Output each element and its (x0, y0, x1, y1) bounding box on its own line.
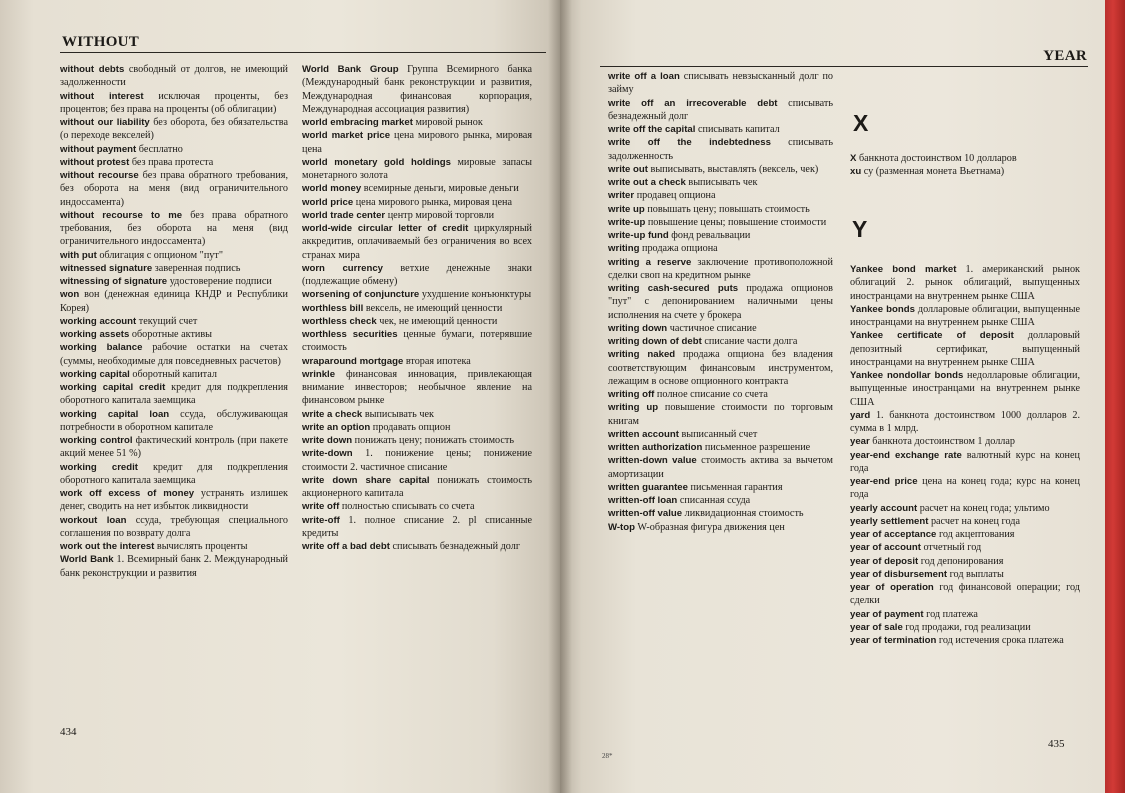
entry-term: write down (302, 435, 353, 446)
entry-definition: повышение цены; повышение стоимости (645, 216, 827, 228)
entry-term: world money (302, 183, 362, 195)
dictionary-entry (60, 63, 288, 90)
dictionary-entry (302, 434, 532, 447)
dictionary-entry (850, 475, 1080, 502)
dictionary-entry (302, 540, 532, 553)
dictionary-entry (60, 381, 288, 408)
dictionary-entry (60, 275, 288, 288)
entry-definition: выписывать, выставлять (вексель, чек) (647, 163, 819, 175)
entry-term: write an option (302, 421, 371, 433)
dictionary-entry (850, 449, 1080, 476)
entry-term: writer (608, 190, 635, 202)
entry-term: year of acceptance (850, 529, 937, 540)
dictionary-entry (608, 521, 833, 534)
entry-term: X (850, 153, 857, 164)
entry-term: World Bank (60, 554, 114, 566)
entry-term: xu (850, 166, 862, 178)
dictionary-entry (850, 502, 1080, 515)
dictionary-entry (302, 63, 532, 116)
entry-definition: су (разменная монета Вьетнама) (861, 166, 1005, 178)
section-letter-x: X (853, 110, 869, 136)
entry-term: W-top (608, 521, 635, 533)
entry-term: writing down (608, 322, 668, 334)
dictionary-entry (302, 514, 532, 541)
entry-definition: свободный от долгов, не имеющий задолженности (60, 64, 288, 89)
entry-term: year-end price (850, 476, 918, 487)
entry-definition: списывать безнадежный долг (389, 541, 521, 552)
dictionary-entry (608, 229, 833, 242)
entry-term: work off excess of money (60, 488, 195, 499)
page-number-left: 434 (60, 726, 77, 738)
entry-definition: цена мирового рынка, мировая цена (302, 130, 532, 155)
dictionary-entry (60, 90, 288, 117)
entry-definition: письменная гарантия (687, 481, 783, 493)
right-column-2-x-entries (850, 152, 1080, 179)
entry-term: writing a reserve (608, 256, 692, 268)
entry-definition: расчет на конец года; ультимо (917, 502, 1050, 514)
entry-term: without our liability (60, 117, 150, 128)
dictionary-entry (60, 540, 288, 553)
dictionary-entry (60, 514, 288, 541)
dictionary-entry (302, 182, 532, 195)
left-column-2 (302, 63, 532, 553)
entry-definition: год выплаты (947, 568, 1004, 580)
entry-term: with put (60, 249, 97, 261)
dictionary-entry (302, 288, 532, 301)
entry-term: yard (850, 409, 871, 421)
dictionary-entry (60, 408, 288, 435)
entry-definition: выписанный счет (678, 428, 758, 440)
entry-definition: удостоверение подписи (167, 276, 272, 287)
entry-definition: ценные бумаги, потерявшие стоимость (302, 329, 532, 354)
dictionary-entry (302, 129, 532, 156)
entry-term: write off a bad debt (302, 541, 390, 552)
entry-definition: отчетный год (920, 542, 982, 554)
entry-term: writing naked (608, 349, 676, 361)
page-number-right: 435 (1048, 738, 1065, 750)
dictionary-entry (302, 368, 532, 408)
dictionary-entry (850, 528, 1080, 541)
entry-term: world embracing market (302, 117, 413, 128)
entry-term: year of deposit (850, 555, 919, 567)
entry-term: world-wide circular letter of credit (302, 223, 469, 234)
entry-definition: без права обратного требования, без оборота на меня (вид ограничительного индоссамента) (60, 209, 288, 248)
dictionary-entry (850, 152, 1080, 165)
dictionary-entry (850, 621, 1080, 634)
entry-definition: долларовые облигации, выпущенные иностранцами на внутреннем рынке США (850, 303, 1081, 328)
entry-term: Yankee nondollar bonds (850, 370, 964, 381)
dictionary-entry (60, 116, 288, 143)
dictionary-entry (850, 435, 1080, 448)
entry-definition: 1. американский рынок облигаций 2. рынок облигаций, выпущенных иностранцами на внутреннем рынке США (850, 264, 1080, 302)
entry-definition: выписывать чек (685, 177, 758, 188)
entry-definition: вычислять проценты (154, 541, 248, 552)
entry-term: write-off (302, 514, 340, 526)
left-page (0, 0, 560, 793)
dictionary-entry (60, 434, 288, 461)
entry-term: write out a check (608, 177, 686, 188)
dictionary-entry (60, 328, 288, 341)
entry-definition: мировые запасы монетарного золота (302, 156, 532, 181)
dictionary-entry (302, 474, 532, 501)
entry-definition: письменное разрешение (702, 442, 811, 453)
entry-definition: кредит для подкрепления оборотного капитала заемщика (60, 382, 288, 407)
entry-definition: бесплатно (136, 143, 183, 155)
entry-definition: банкнота достоинством 10 долларов (856, 153, 1017, 164)
entry-term: write out (608, 163, 648, 175)
entry-definition: оборотные активы (129, 329, 213, 340)
dictionary-entry (608, 428, 833, 441)
dictionary-entry (302, 262, 532, 289)
entry-term: worsening of conjuncture (302, 289, 420, 301)
entry-term: year of disbursement (850, 568, 948, 580)
entry-definition: повышение стоимости по торговым книгам (608, 402, 833, 427)
dictionary-entry (608, 136, 833, 163)
dictionary-entry (60, 553, 288, 580)
entry-term: without payment (60, 143, 137, 155)
entry-definition: 1. полное списание 2. pl списанные кредиты (302, 514, 532, 539)
dictionary-entry (60, 341, 288, 368)
entry-definition: без права протеста (129, 156, 214, 168)
entry-definition: оборотный капитал (129, 368, 217, 380)
entry-term: year of operation (850, 582, 934, 593)
entry-definition: заверенная подпись (152, 262, 241, 274)
dictionary-entry (850, 634, 1080, 647)
dictionary-entry (608, 176, 833, 189)
entry-term: work out the interest (60, 541, 155, 552)
entry-term: worthless securities (302, 329, 398, 340)
entry-definition: вон (денежная единица КНДР и Республики Корея) (60, 289, 288, 314)
dictionary-entry (302, 222, 532, 262)
dictionary-entry (608, 348, 833, 388)
dictionary-entry (608, 454, 833, 481)
entry-definition: мировой рынок (412, 117, 483, 128)
dictionary-entry (302, 408, 532, 421)
dictionary-entry (608, 242, 833, 255)
header-rule-right (600, 66, 1088, 67)
entry-term: World Bank Group (302, 64, 399, 75)
entry-definition: чек, не имеющий ценности (376, 315, 498, 327)
entry-definition: рабочие остатки на счетах (суммы, необходимые для повседневных расчетов) (60, 342, 288, 367)
entry-term: worthless check (302, 315, 377, 327)
entry-term: witnessed signature (60, 262, 153, 274)
right-page (560, 0, 1105, 793)
entry-term: without recourse to me (60, 209, 183, 221)
entry-definition: продавать опцион (370, 421, 451, 433)
entry-definition: списывать невзысканный долг по займу (608, 71, 833, 96)
dictionary-entry (850, 568, 1080, 581)
entry-definition: продажа опционов "пут" с депонированием наличными цены исполнения на счете у брокера (608, 283, 833, 321)
dictionary-entry (302, 116, 532, 129)
entry-term: write off (302, 501, 340, 513)
entry-term: writing (608, 243, 640, 255)
entry-term: year of sale (850, 621, 903, 633)
entry-definition: год депонирования (918, 555, 1004, 567)
entry-term: working credit (60, 461, 138, 473)
entry-definition: устранять излишек денег, сводить на нет избыток ликвидности (60, 488, 289, 513)
entry-definition: циркулярный аккредитив, оплачиваемый без ограничения во всех странах мира (302, 223, 532, 261)
entry-definition: цена мирового рынка, мировая цена (353, 196, 512, 208)
signature-mark: 28* (602, 752, 613, 760)
entry-definition: 1. банкнота достоинством 1000 долларов 2. сумма в 1 млрд. (850, 409, 1080, 434)
dictionary-entry (302, 156, 532, 183)
dictionary-entry (302, 355, 532, 368)
entry-definition: выписывать чек (362, 408, 434, 420)
entry-definition: центр мировой торговли (385, 209, 495, 221)
entry-term: writing off (608, 389, 655, 400)
dictionary-entry (302, 302, 532, 315)
entry-term: workout loan (60, 514, 127, 526)
entry-definition: год финансовой операции; год сделки (850, 582, 1080, 607)
entry-term: written guarantee (608, 481, 688, 493)
dictionary-entry (850, 541, 1080, 554)
entry-definition: год акцептования (936, 529, 1015, 540)
entry-term: world monetary gold holdings (302, 156, 451, 168)
dictionary-entry (608, 441, 833, 454)
entry-definition: частичное списание (667, 322, 757, 334)
dictionary-entry (608, 163, 833, 176)
running-head-left: WITHOUT (62, 34, 140, 50)
left-column-1 (60, 63, 288, 580)
right-column-1 (608, 70, 833, 534)
dictionary-entry (608, 388, 833, 401)
dictionary-entry (850, 409, 1080, 436)
entry-definition: вторая ипотека (403, 355, 471, 367)
dictionary-entry (850, 608, 1080, 621)
entry-term: write off the indebtedness (608, 137, 771, 149)
dictionary-entry (850, 303, 1080, 330)
section-letter-y: Y (852, 216, 868, 242)
dictionary-entry (60, 262, 288, 275)
entry-definition: ликвидационная стоимость (682, 508, 804, 520)
entry-term: working capital credit (60, 382, 166, 393)
dictionary-entry (60, 156, 288, 169)
dictionary-entry (850, 369, 1080, 409)
entry-term: write-down (302, 448, 353, 460)
dictionary-entry (608, 216, 833, 229)
dictionary-entry (608, 282, 833, 322)
entry-term: without interest (60, 90, 144, 102)
dictionary-entry (608, 481, 833, 494)
dictionary-entry (60, 169, 288, 209)
entry-term: write off a loan (608, 71, 680, 82)
entry-term: working capital loan (60, 408, 170, 420)
dictionary-entry (608, 256, 833, 283)
entry-term: wraparound mortgage (302, 355, 404, 367)
entry-term: witnessing of signature (60, 276, 168, 287)
dictionary-entry (608, 322, 833, 335)
entry-definition: всемирные деньги, мировые деньги (361, 183, 519, 195)
entry-definition: понижать цену; понижать стоимость (352, 435, 514, 446)
entry-definition: фактический контроль (при пакете акций менее 51 %) (60, 435, 289, 460)
entry-definition: списывать задолженность (608, 137, 833, 162)
dictionary-entry (608, 189, 833, 202)
dictionary-entry (302, 209, 532, 222)
entry-term: won (60, 289, 80, 301)
entry-definition: финансовая инновация, привлекающая внимание инвесторов; необычное явление на финансовом рынке (302, 368, 532, 407)
entry-definition: списывать безнадежный долг (608, 97, 834, 122)
entry-definition: ухудшение конъюнктуры (419, 289, 532, 301)
entry-term: write-up fund (608, 230, 669, 241)
dictionary-entry (608, 97, 833, 124)
entry-definition: расчет на конец года (928, 515, 1020, 527)
entry-definition: цена на конец года; курс на конец года (850, 476, 1080, 501)
entry-definition: списывать капитал (695, 124, 780, 135)
entry-term: working balance (60, 342, 143, 354)
entry-term: working capital (60, 368, 130, 380)
entry-definition: недолларовые облигации, выпущенные иностранцами на внутреннем рынке США (850, 370, 1080, 408)
entry-definition: ссуда, обслуживающая потребности в оборотном капитале (60, 408, 288, 433)
entry-term: writing down of debt (608, 336, 702, 347)
entry-definition: год истечения срока платежа (936, 635, 1064, 646)
entry-definition: год продажи, год реализации (902, 621, 1031, 633)
entry-definition: год платежа (923, 608, 978, 620)
dictionary-entry (60, 143, 288, 156)
entry-definition: W-образная фигура движения цен (634, 521, 785, 533)
entry-definition: ветхие денежные знаки (подлежащие обмену) (302, 262, 532, 287)
entry-term: write off an irrecoverable debt (608, 97, 778, 109)
entry-term: Yankee certificate of deposit (850, 330, 1014, 342)
entry-term: worthless bill (302, 302, 364, 314)
entry-definition: продажа опциона (639, 243, 718, 255)
entry-term: yearly settlement (850, 515, 929, 527)
entry-term: written authorization (608, 442, 703, 453)
entry-term: year of termination (850, 635, 937, 646)
entry-term: written account (608, 428, 679, 440)
entry-definition: кредит для подкрепления оборотного капитала заемщика (60, 461, 288, 486)
entry-term: writing up (608, 402, 659, 414)
running-head-right: YEAR (1043, 48, 1087, 64)
dictionary-entry (608, 335, 833, 348)
dictionary-entry (608, 70, 833, 97)
dictionary-entry (60, 461, 288, 488)
dictionary-entry (302, 328, 532, 355)
entry-definition: без права обратного требования, без оборота на меня (вид ограничительного индоссамента) (60, 170, 289, 208)
entry-definition: текущий счет (136, 315, 198, 327)
entry-definition: списанная ссуда (677, 495, 751, 506)
entry-definition: фонд ревальвации (668, 230, 751, 241)
dictionary-entry (850, 581, 1080, 608)
entry-definition: 1. понижение цены; понижение стоимости 2. частичное списание (302, 448, 532, 473)
dictionary-entry (608, 203, 833, 216)
entry-definition: полное списание со счета (654, 389, 768, 400)
entry-term: year of payment (850, 608, 924, 620)
entry-definition: без оборота, без обязательства (о переходе векселей) (60, 117, 289, 142)
entry-term: world trade center (302, 209, 386, 221)
entry-term: year of account (850, 542, 921, 554)
entry-term: Yankee bond market (850, 264, 957, 275)
dictionary-entry (302, 421, 532, 434)
entry-definition: банкнота достоинством 1 доллар (869, 436, 1016, 448)
entry-definition: списание части долга (701, 336, 798, 347)
entry-term: without debts (60, 64, 125, 75)
entry-term: year-end exchange rate (850, 449, 962, 461)
dictionary-entry (60, 487, 288, 514)
entry-term: yearly account (850, 502, 918, 514)
entry-term: without recourse (60, 170, 139, 181)
entry-term: Yankee bonds (850, 303, 915, 315)
dictionary-entry (850, 555, 1080, 568)
right-column-2-y-entries (850, 263, 1080, 647)
entry-definition: долларовый депозитный сертификат, выпущенный иностранцами на внутреннем рынке США (850, 330, 1080, 368)
entry-definition: Группа Всемирного банка (Международный банк реконструкции и развития, Международная финансовая корпорация, Международная ассоциация развития) (302, 64, 532, 115)
dictionary-entry (850, 263, 1080, 303)
entry-term: writing cash-secured puts (608, 283, 739, 294)
header-rule-left (60, 52, 546, 53)
entry-term: wrinkle (302, 368, 336, 380)
entry-term: write down share capital (302, 474, 430, 486)
dictionary-entry (60, 315, 288, 328)
dictionary-entry (302, 447, 532, 474)
entry-definition: ссуда, требующая специального соглашения по возврату долга (60, 514, 288, 539)
entry-definition: заключение противоположной сделки своп на кредитном рынке (608, 256, 833, 281)
entry-term: write-up (608, 216, 646, 228)
entry-definition: продажа опциона без владения соответствующим финансовым инструментом, лежащим в основе опционного контракта (608, 349, 833, 387)
entry-term: world price (302, 196, 354, 208)
entry-term: written-off value (608, 508, 683, 520)
entry-term: year (850, 436, 870, 448)
red-page-edge (1105, 0, 1125, 793)
entry-term: write off the capital (608, 124, 696, 135)
entry-term: working assets (60, 329, 130, 340)
dictionary-entry (608, 494, 833, 507)
dictionary-entry (302, 196, 532, 209)
entry-term: write up (608, 203, 645, 215)
dictionary-entry (850, 515, 1080, 528)
entry-term: written-off loan (608, 495, 678, 506)
dictionary-entry (60, 288, 288, 315)
entry-definition: облигация с опционом "пут" (96, 249, 223, 261)
entry-term: working control (60, 435, 133, 446)
dictionary-entry (302, 500, 532, 513)
dictionary-entry (850, 329, 1080, 369)
dictionary-entry (60, 209, 288, 249)
dictionary-entry (60, 249, 288, 262)
entry-definition: валютный курс на конец года (850, 449, 1080, 474)
entry-definition: вексель, не имеющий ценности (363, 302, 503, 314)
dictionary-entry (850, 165, 1080, 178)
entry-term: written-down value (608, 455, 697, 467)
entry-term: world market price (302, 130, 391, 142)
dictionary-entry (608, 507, 833, 520)
dictionary-entry (608, 123, 833, 136)
entry-term: worn currency (302, 262, 383, 274)
entry-definition: исключая проценты, без процентов; без права на проценты (об облигации) (60, 90, 288, 115)
entry-definition: продавец опциона (634, 190, 716, 202)
entry-definition: повышать цену; повышать стоимость (644, 203, 810, 215)
entry-term: without protest (60, 156, 130, 168)
entry-definition: полностью списывать со счета (339, 501, 475, 513)
entry-term: working account (60, 315, 137, 327)
dictionary-entry (608, 401, 833, 428)
entry-definition: стоимость актива за вычетом амортизации (608, 455, 833, 480)
dictionary-entry (302, 315, 532, 328)
entry-term: write a check (302, 408, 363, 420)
entry-definition: 1. Всемирный банк 2. Международный банк реконструкции и развития (60, 554, 288, 579)
entry-definition: понижать стоимость акционерного капитала (302, 474, 532, 499)
dictionary-entry (60, 368, 288, 381)
